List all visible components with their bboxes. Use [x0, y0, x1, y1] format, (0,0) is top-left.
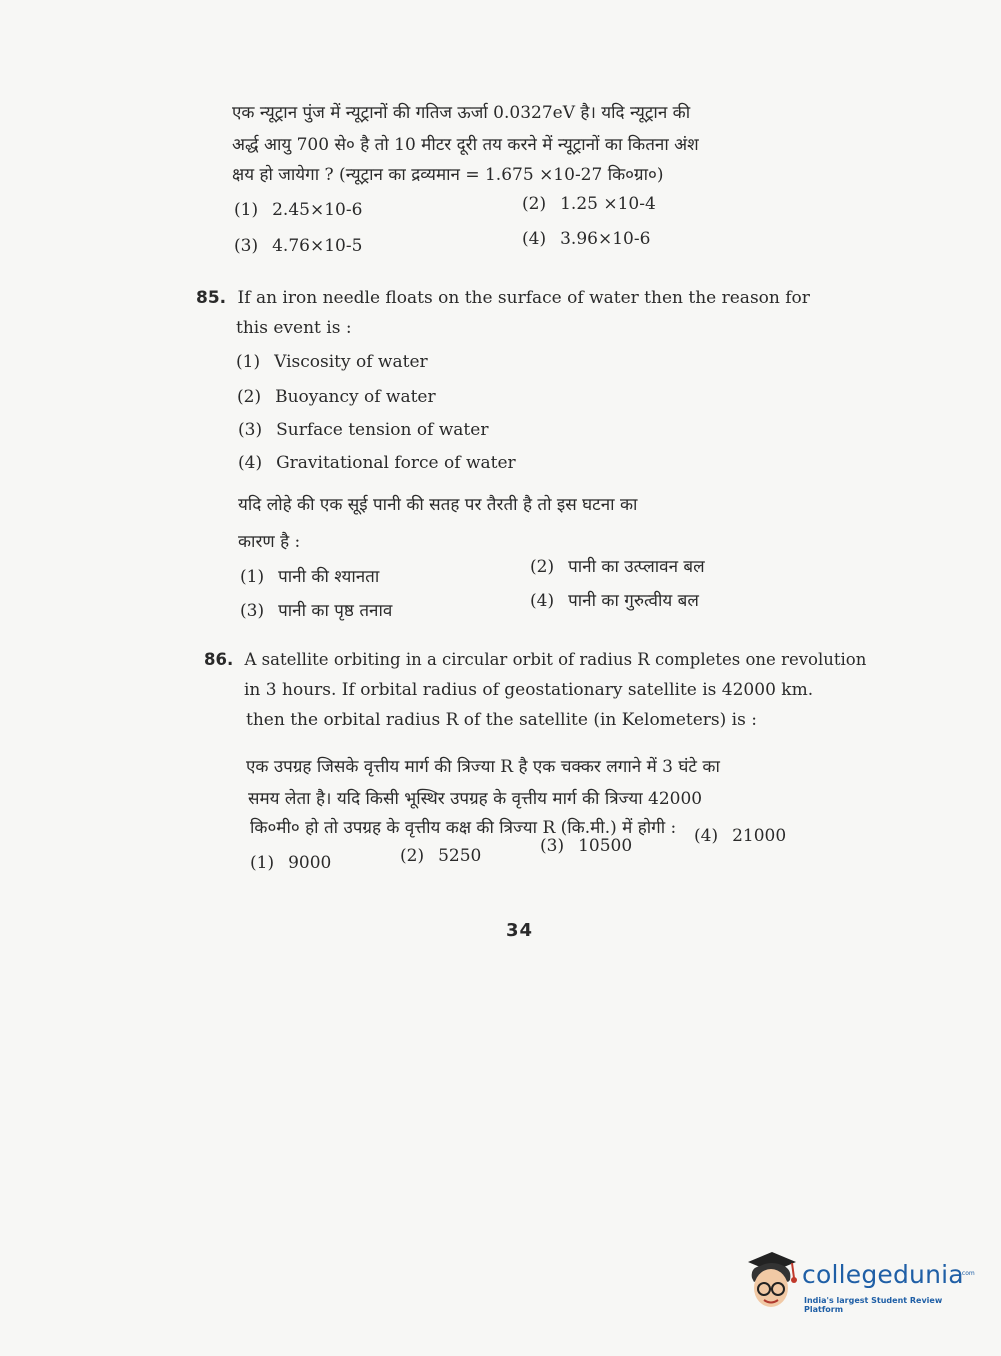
q85-hi-option-1: (1) पानी की श्यानता [240, 567, 380, 587]
collegedunia-logo [742, 1248, 975, 1318]
q86-hindi-line-3: कि०मी० हो तो उपग्रह के वृत्तीय कक्ष की त्रिज्या R (कि.मी.) में होगी : [250, 818, 677, 838]
q85-en-option-2: (2) Buoyancy of water [237, 387, 436, 407]
q86-english-line-1: 86. A satellite orbiting in a circular orbit of radius R completes one revolution [204, 650, 867, 669]
q86-hindi-line-1: एक उपग्रह जिसके वृत्तीय मार्ग की त्रिज्या R है एक चक्कर लगाने में 3 घंटे का [246, 757, 720, 777]
q85-hindi-line-2: कारण है : [238, 532, 301, 552]
q85-english-line-2: this event is : [236, 318, 352, 338]
mascot-icon [742, 1248, 804, 1314]
q86-english-line-2: in 3 hours. If orbital radius of geostationary satellite is 42000 km. [244, 680, 814, 700]
q85-hi-option-4: (4) पानी का गुरुत्वीय बल [530, 591, 699, 611]
q86-option-4: (4) 21000 [694, 826, 787, 846]
q85-hi-option-3: (3) पानी का पृष्ठ तनाव [240, 601, 393, 621]
q85-number: 85. [196, 288, 227, 308]
page-number: 34 [506, 920, 534, 941]
q85-en-option-3: (3) Surface tension of water [238, 420, 489, 440]
logo-suffix: .com [960, 1270, 975, 1277]
logo-wordmark: collegedunia [802, 1260, 964, 1289]
q85-en-option-1: (1) Viscosity of water [236, 352, 428, 372]
q84-hindi-line-2: अर्द्ध आयु 700 से० है तो 10 मीटर दूरी तय करने में न्यूट्रानों का कितना अंश [232, 135, 699, 155]
q86-number: 86. [204, 650, 234, 669]
q84-option-4: (4) 3.96×10-6 [522, 229, 651, 249]
q85-en-option-4: (4) Gravitational force of water [238, 453, 516, 473]
q86-option-3: (3) 10500 [540, 836, 633, 856]
q86-hindi-line-2: समय लेता है। यदि किसी भूस्थिर उपग्रह के वृत्तीय मार्ग की त्रिज्या 42000 [248, 789, 703, 809]
q85-hindi-line-1: यदि लोहे की एक सूई पानी की सतह पर तैरती है तो इस घटना का [238, 495, 638, 515]
logo-tagline: India's largest Student Review Platform [804, 1296, 943, 1314]
q86-option-2: (2) 5250 [400, 846, 482, 866]
q84-hindi-line-1: एक न्यूट्रान पुंज में न्यूट्रानों की गतिज ऊर्जा 0.0327eV है। यदि न्यूट्रान की [232, 103, 691, 123]
q84-option-3: (3) 4.76×10-5 [234, 236, 363, 256]
q84-hindi-line-3: क्षय हो जायेगा ? (न्यूट्रान का द्रव्यमान = 1.675 ×10-27 कि०ग्रा०) [232, 165, 664, 185]
q85-english-line-1: 85. If an iron needle floats on the surface of water then the reason for [196, 288, 810, 308]
q85-hi-option-2: (2) पानी का उत्प्लावन बल [530, 557, 705, 577]
q84-option-1: (1) 2.45×10-6 [234, 200, 363, 220]
q86-english-line-3: then the orbital radius R of the satellite (in Kelometers) is : [246, 710, 757, 730]
q84-option-2: (2) 1.25 ×10-4 [522, 194, 656, 214]
q86-option-1: (1) 9000 [250, 853, 332, 873]
